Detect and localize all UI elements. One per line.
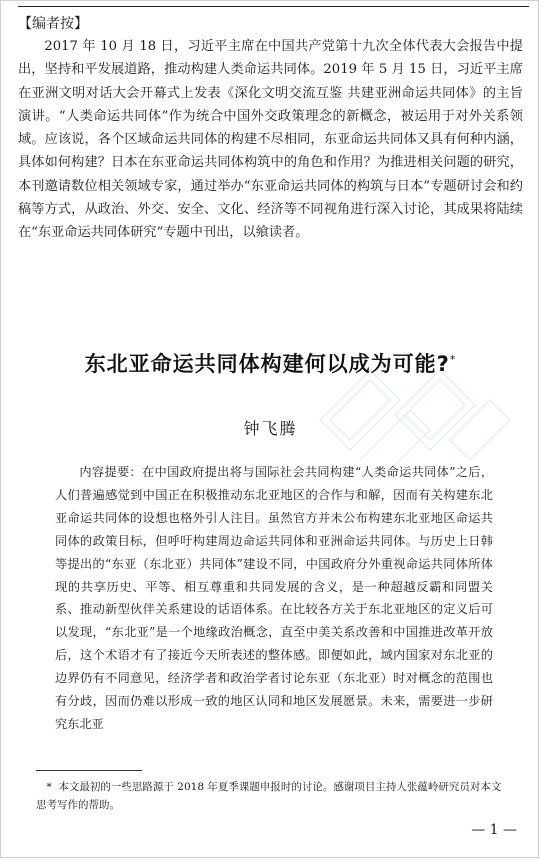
abstract-label: 内容提要：: [79, 465, 143, 479]
page-number: — 1 —: [471, 822, 517, 838]
abstract: [55, 461, 493, 736]
footnote-mark: *: [46, 781, 52, 793]
editor-note: [18, 14, 523, 245]
article-title-text: 东北亚命运共同体构建何以成为可能?: [84, 352, 450, 376]
author-name: 钟飞腾: [243, 419, 298, 438]
footnote-rule: [36, 770, 142, 771]
title-footnote-mark: *: [449, 353, 457, 366]
editor-note-body: 2017 年 10 月 18 日，习近平主席在中国共产党第十九次全体代表大会报告中提出，坚持和平发展道路，推动构建人类命运共同体。2019 年 5 月 15 日，习近平主席在亚洲文明对话大会开幕式上发表《深化文明交流互鉴 共建亚洲命运共同体》的主旨演讲。“人类命运共同体”作为统合中国外交政策理念的新概念，被运用于对外关系领域。应该说，各个区域命运共同体的构建不尽相同，东亚命运共同体又具有何种内涵，具体如何构建？日本在东亚命运共同体构筑中的角色和作用？为推进相关问题的研究，本刊邀请数位相关领域专家，通过举办“东亚命运共同体的构筑与日本”专题研讨会和约稿等方式，从政治、外交、安全、文化、经济等不同视角进行深入讨论，其成果将陆续在“东亚命运共同体研究”专题中刊出，以飨读者。: [18, 39, 523, 241]
abstract-text: 在中国政府提出将与国际社会共同构建“人类命运共同体”之后，人们普遍感觉到中国正在积极推动东北亚地区的合作与和解，因而有关构建东北亚命运共同体的设想也格外引人注目。虽然官方并未公布构建东北亚地区命运共同体的政策目标，但呼吁构建周边命运共同体和亚洲命运共同体。与历史上日韩等提出的“东亚（东北亚）共同体”建设不同，中国政府分外重视命运共同体所体现的共享历史、平等、相互尊重和共同发展的含义，是一种超越反霸和同盟关系、推动新型伙伴关系建设的话语体系。在比较各方关于东北亚地区的定义后可以发现，“东北亚”是一个地缘政治概念，直至中美关系改善和中国推进改革开放后，这个术语才有了接近今天所表述的整体感。即便如此，域内国家对东北亚的边界仍有不同意见，经济学者和政治学者讨论东亚（东北亚）时对概念的范围也有分歧，因而仍难以形成一致的地区认同和地区发展愿景。未来，需要进一步研究东北亚: [55, 465, 494, 731]
footnote: [36, 778, 506, 814]
article-title: [0, 348, 541, 378]
header-rule: [18, 6, 529, 7]
footnote-text: 本文最初的一些思路源于 2018 年夏季课题申报时的讨论。感谢项目主持人张蕴岭研究员对本文思考写作的帮助。: [36, 781, 502, 811]
editor-note-heading: 【编者按】: [18, 16, 88, 32]
